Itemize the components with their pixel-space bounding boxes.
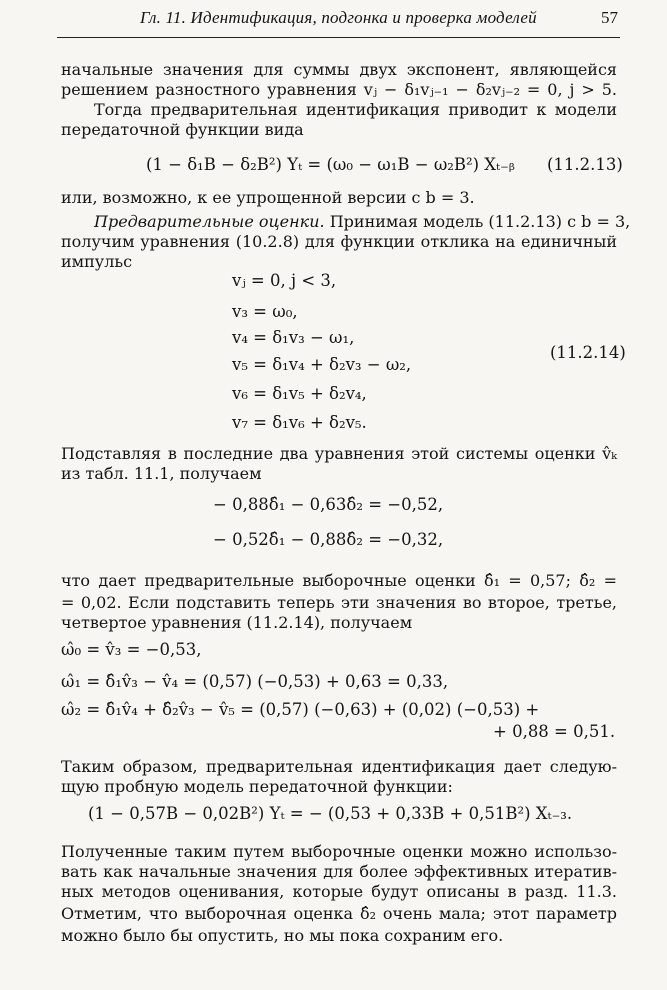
text-line: из табл. 11.1, получаем — [61, 464, 262, 483]
system-eq-line: v₇ = δ₁v₆ + δ₂v₅. — [232, 413, 367, 432]
text-line: ных методов оценивания, которые будут описаны в разд. 11.3. — [61, 882, 617, 901]
text-line: что дает предварительные выборочные оценки δ̂₁ = 0,57; δ̂₂ = — [61, 571, 617, 590]
system-eq-line: v₆ = δ₁v₅ + δ₂v₄, — [232, 384, 367, 403]
system-eq-line: v₃ = ω₀, — [232, 302, 298, 321]
text-line: четвертое уравнения (11.2.14), получаем — [61, 613, 413, 632]
text-line — [94, 212, 631, 232]
text-line: Подставляя в последние два уравнения этой системы оценки v̂ₖ — [61, 444, 617, 463]
equation-11-2-13: (1 − δ₁B − δ₂B²) Yₜ = (ω₀ − ω₁B − ω₂B²) Xₜ₋ᵦ — [146, 155, 515, 174]
text-line: щую пробную модель передаточной функции: — [61, 777, 453, 796]
equation-number: (11.2.14) — [550, 343, 626, 362]
paragraph-heading: Предварительные оценки. — [94, 212, 325, 231]
running-header: Гл. 11. Идентификация, подгонка и проверка моделей — [140, 8, 537, 27]
estimate-equation: − 0,52δ̂₁ − 0,88δ̂₂ = −0,32, — [213, 530, 444, 549]
estimate-equation: − 0,88δ̂₁ − 0,63δ̂₂ = −0,52, — [213, 495, 444, 514]
text-line: = 0,02. Если подставить теперь эти значения во второе, третье, — [61, 593, 617, 612]
text-line: или, возможно, к ее упрощенной версии с b = 3. — [61, 188, 475, 207]
text-line: Таким образом, предварительная идентификация дает следую- — [61, 757, 617, 776]
text-line: Полученные таким путем выборочные оценки можно использо- — [61, 842, 617, 861]
omega-estimate: ω̂₁ = δ̂₁v̂₃ − v̂₄ = (0,57) (−0,53) + 0,63 = 0,33, — [61, 672, 449, 691]
omega-estimate: ω̂₂ = δ̂₁v̂₄ + δ̂₂v̂₃ − v̂₅ = (0,57) (−0,63) + (0,02) (−0,53) + — [61, 700, 540, 719]
trial-model-equation: (1 − 0,57B − 0,02B²) Yₜ = − (0,53 + 0,33B + 0,51B²) Xₜ₋₃. — [88, 804, 573, 823]
text-line: получим уравнения (10.2.8) для функции отклика на единичный — [61, 232, 617, 251]
system-eq-line: v₅ = δ₁v₄ + δ₂v₃ − ω₂, — [232, 355, 412, 374]
system-eq-line: vⱼ = 0, j < 3, — [232, 271, 337, 290]
text-line: можно было бы опустить, но мы пока сохраним его. — [61, 926, 504, 945]
system-eq-line: v₄ = δ₁v₃ − ω₁, — [232, 328, 355, 347]
text-line: решением разностного уравнения vⱼ − δ₁vⱼ₋₁ − δ₂vⱼ₋₂ = 0, j > 5. — [61, 80, 617, 99]
equation-number: (11.2.13) — [547, 155, 623, 174]
header-rule — [57, 37, 620, 38]
text-line: импульс — [61, 252, 133, 271]
text-line: передаточной функции вида — [61, 120, 304, 139]
omega-estimate-continued: + 0,88 = 0,51. — [493, 722, 616, 741]
text-line: Тогда предварительная идентификация приводит к модели — [94, 100, 617, 119]
page-number: 57 — [601, 8, 618, 27]
text-line: Отметим, что выборочная оценка δ̂₂ очень мала; этот параметр — [61, 904, 617, 923]
omega-estimate: ω̂₀ = v̂₃ = −0,53, — [61, 640, 202, 659]
text-line: начальные значения для суммы двух экспонент, являющейся — [61, 60, 617, 79]
text-line: вать как начальные значения для более эффективных итератив- — [61, 862, 617, 881]
text-span: Принимая модель (11.2.13) с b = 3, — [329, 212, 631, 231]
